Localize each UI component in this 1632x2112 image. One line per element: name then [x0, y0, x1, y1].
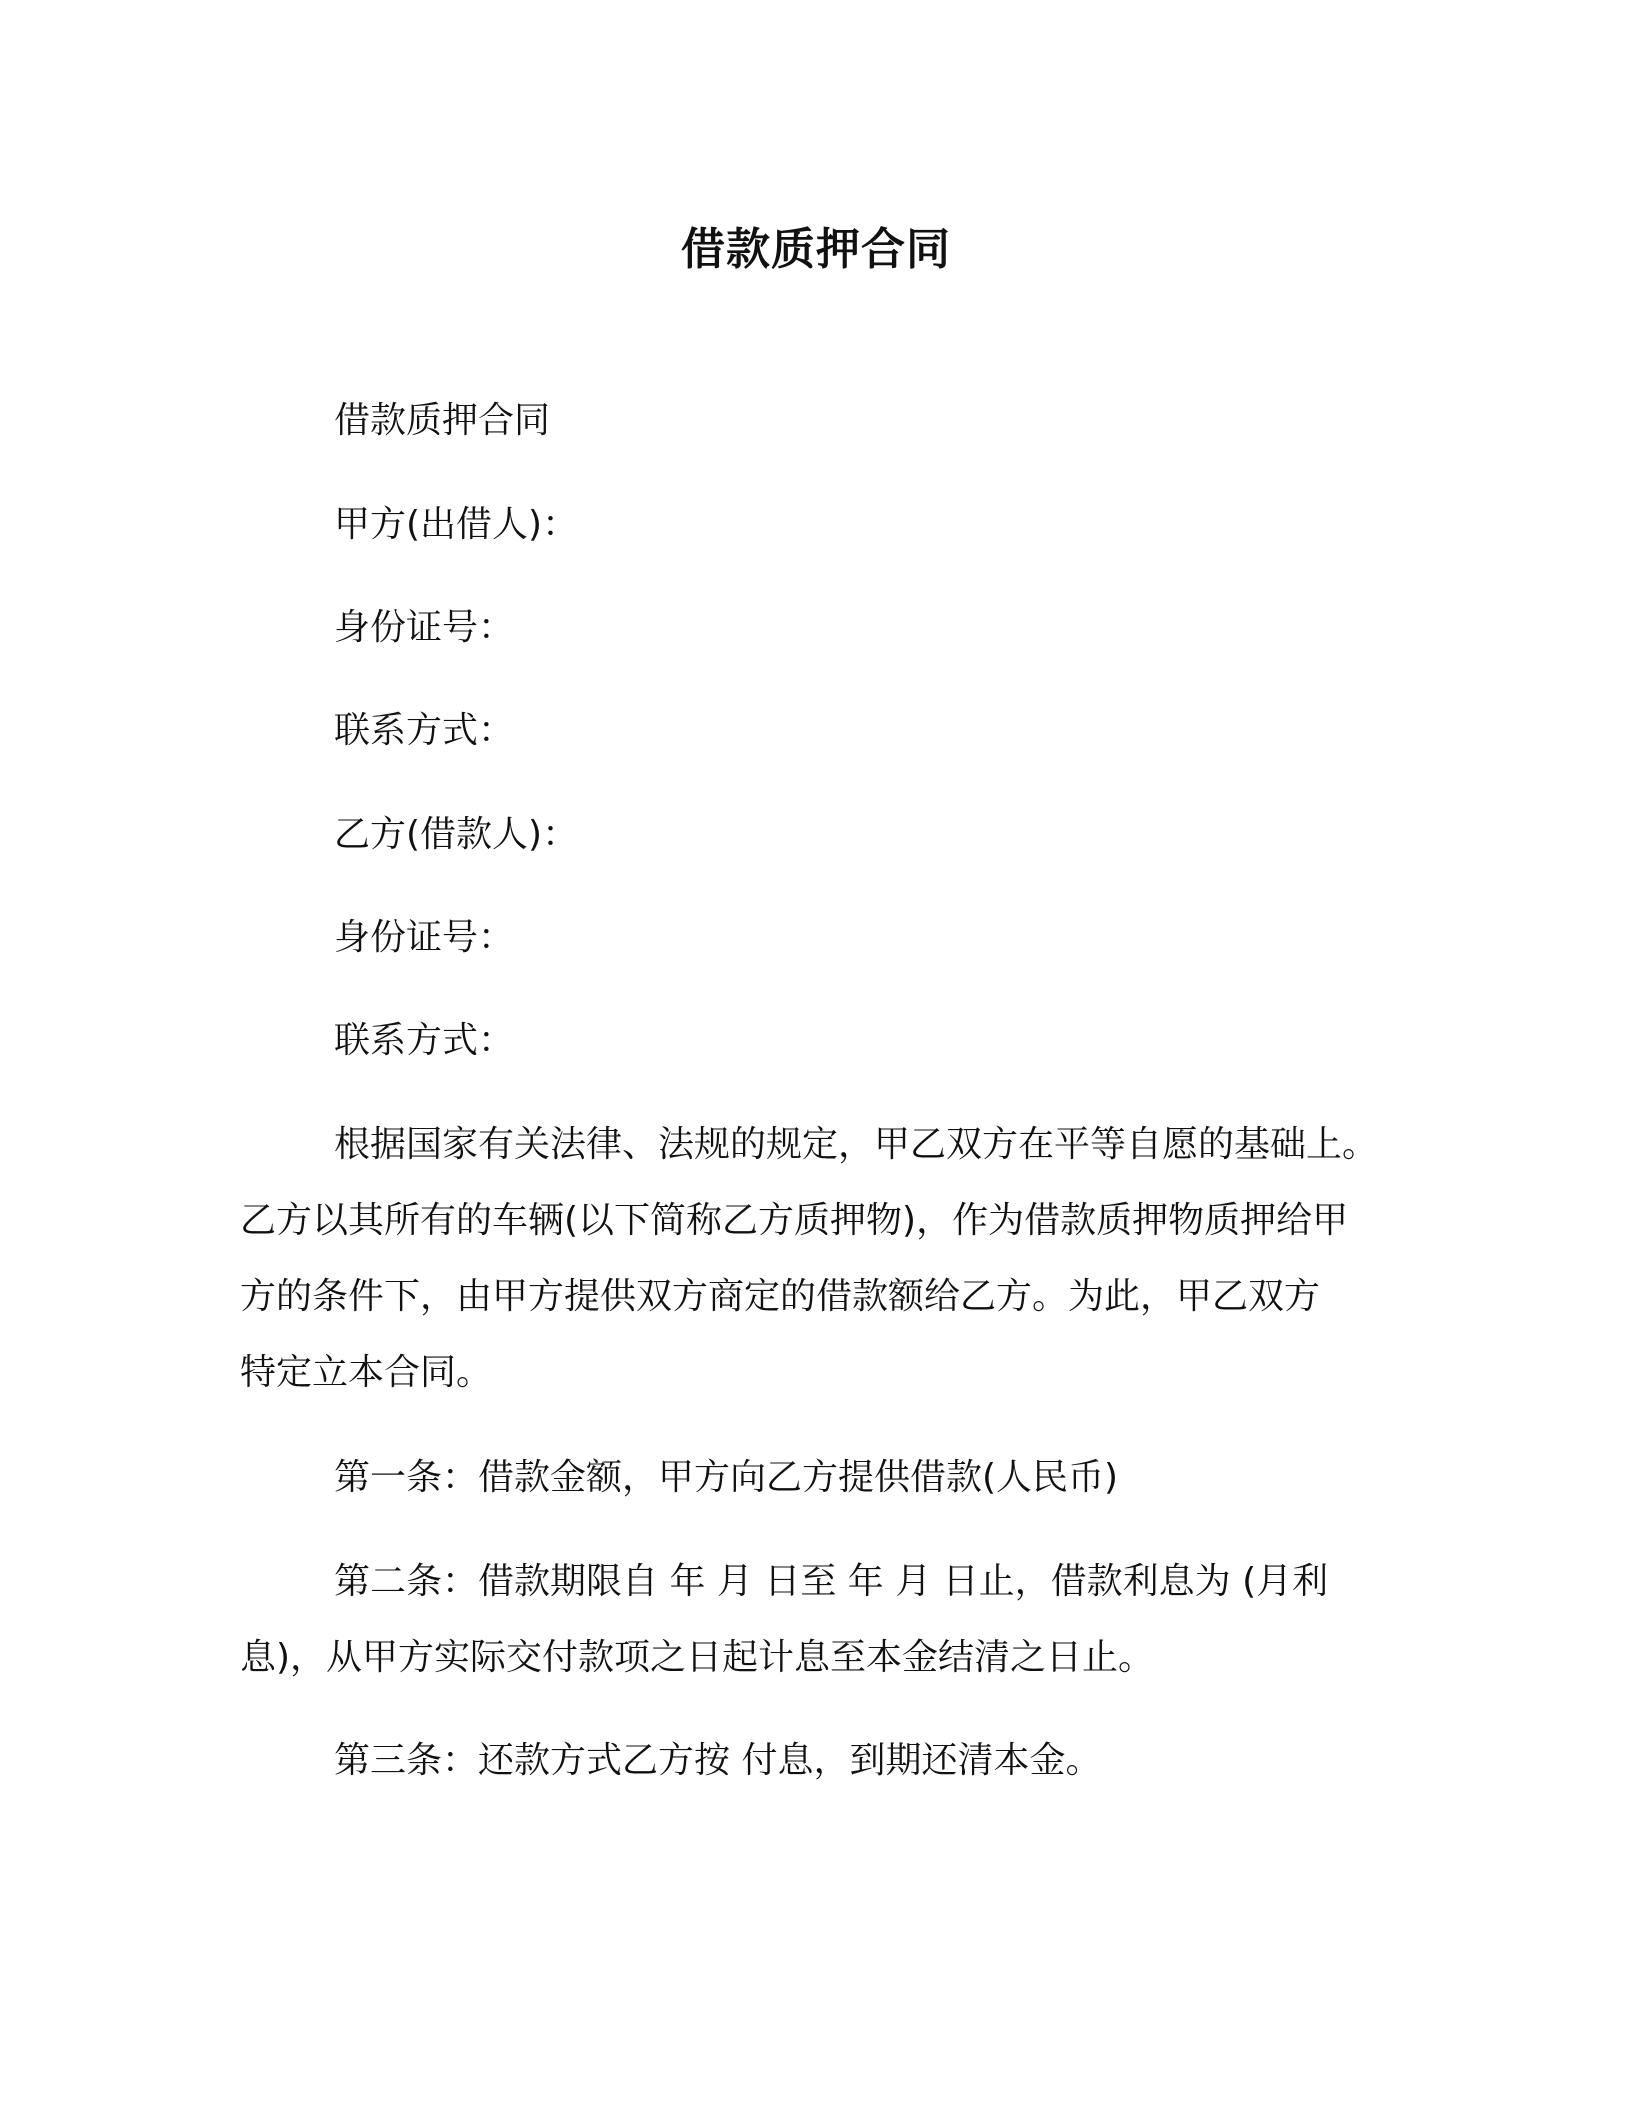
- document-title: 借款质押合同: [681, 224, 951, 275]
- preamble-line: 方的条件下，由甲方提供双方商定的借款额给乙方。为此，甲乙双方: [240, 1276, 1321, 1317]
- article-3: 第三条：还款方式乙方按 付息，到期还清本金。: [334, 1740, 1102, 1781]
- article-2-line: 第二条：借款期限自 年 月 日至 年 月 日止，借款利息为 (月利: [334, 1561, 1329, 1602]
- preamble-paragraph: [240, 1107, 1410, 1411]
- borrower-field: 乙方(借款人)：: [334, 814, 579, 855]
- article-1: 第一条：借款金额，甲方向乙方提供借款(人民币): [334, 1457, 1119, 1498]
- preamble-line: 特定立本合同。: [240, 1352, 493, 1393]
- lender-contact-field: 联系方式：: [334, 710, 515, 751]
- article-2-line: 息)，从甲方实际交付款项之日起计息至本金结清之日止。: [240, 1637, 1155, 1678]
- preamble-line: 乙方以其所有的车辆(以下简称乙方质押物)，作为借款质押物质押给甲: [240, 1200, 1349, 1241]
- lender-field: 甲方(出借人)：: [334, 504, 579, 545]
- article-2: [240, 1544, 1410, 1696]
- borrower-id-field: 身份证号：: [334, 917, 515, 958]
- preamble-line: 根据国家有关法律、法规的规定，甲乙双方在平等自愿的基础上。: [334, 1124, 1379, 1165]
- lender-id-field: 身份证号：: [334, 607, 515, 648]
- borrower-contact-field: 联系方式：: [334, 1020, 515, 1061]
- heading-line: 借款质押合同: [334, 400, 551, 441]
